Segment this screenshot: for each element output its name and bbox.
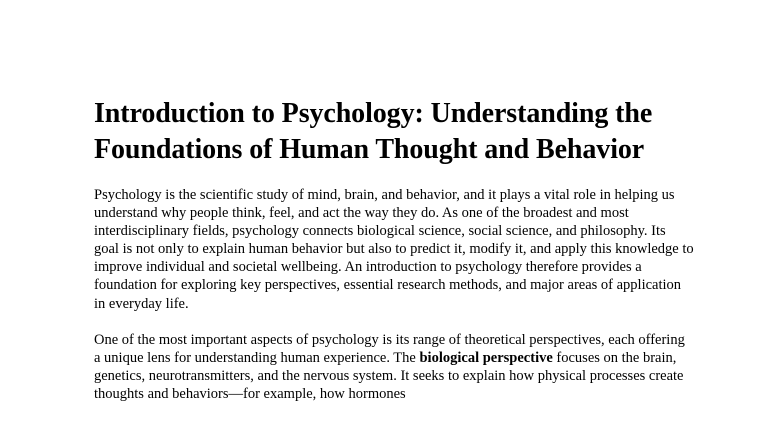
paragraph-text-end: focuses on the brain, genetics, neurotransmitters, and the nervous system. It seeks to explain how physical processes create thoughts and behaviors—for example, how hormones: [94, 349, 684, 402]
document-title: Introduction to Psychology: Understanding the Foundations of Human Thought and Behavior: [94, 98, 653, 165]
document-body: [94, 96, 694, 403]
perspectives-paragraph: [94, 331, 694, 403]
intro-paragraph: Psychology is the scientific study of mind, brain, and behavior, and it plays a vital role in helping us understand why people think, feel, and act the way they do. As one of the broadest and most interdisciplinary fields, psychology connects biological science, social science, and philosophy. Its goal is not only to explain human behavior but also to predict it, modify it, and apply this knowledge to improve individual and societal wellbeing. An introduction to psychology therefore provides a foundation for exploring key perspectives, essential research methods, and major areas of application in everyday life.: [94, 187, 694, 312]
biological-perspective-term: biological perspective: [419, 349, 553, 366]
paragraph-text-start: One of the most important aspects of psychology is its range of theoretical perspectives, each offering a unique lens for understanding human experience. The: [94, 331, 685, 366]
